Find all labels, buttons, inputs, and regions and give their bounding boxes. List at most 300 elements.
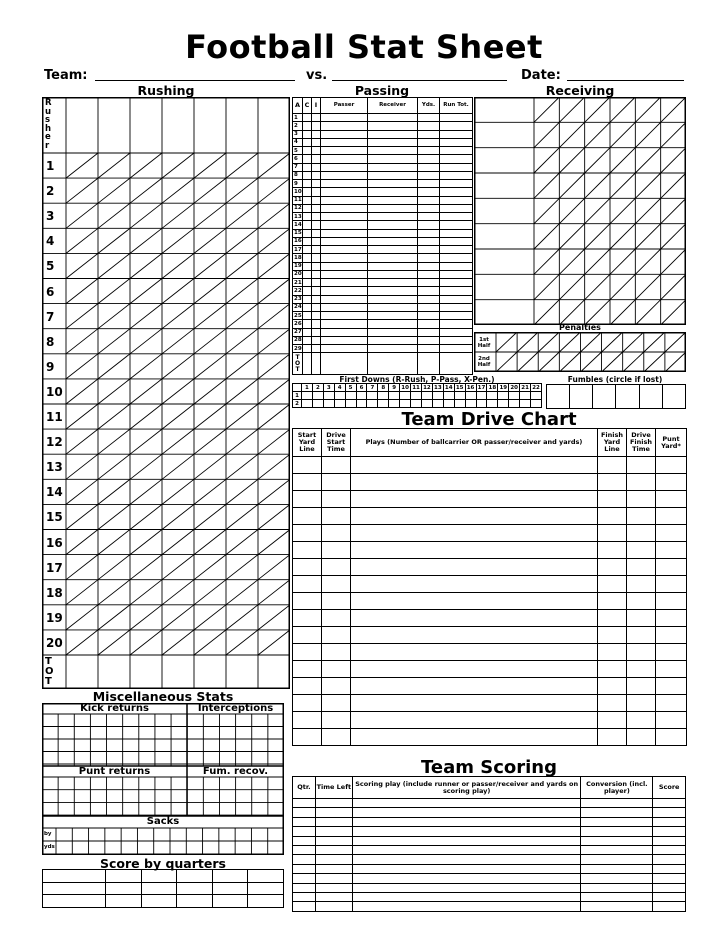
scoring-cell[interactable] <box>352 799 581 808</box>
first-downs-cell[interactable] <box>323 392 334 400</box>
passing-cell[interactable] <box>418 336 440 344</box>
passing-cell[interactable] <box>321 147 368 155</box>
drive-cell[interactable] <box>322 474 351 491</box>
passing-cell[interactable] <box>418 147 440 155</box>
passing-cell[interactable] <box>368 155 418 163</box>
passing-cell[interactable] <box>440 237 473 245</box>
first-downs-cell[interactable] <box>520 400 531 408</box>
first-downs-cell[interactable] <box>312 400 323 408</box>
passing-cell[interactable] <box>368 303 418 311</box>
drive-cell[interactable] <box>656 712 687 729</box>
passing-cell[interactable] <box>312 147 321 155</box>
first-downs-cell[interactable] <box>443 392 454 400</box>
passing-cell[interactable] <box>440 130 473 138</box>
passing-cell[interactable] <box>303 303 312 311</box>
passing-cell[interactable] <box>368 320 418 328</box>
passing-cell[interactable] <box>368 328 418 336</box>
first-downs-cell[interactable] <box>411 400 422 408</box>
drive-cell[interactable] <box>293 457 322 474</box>
passing-cell[interactable] <box>418 130 440 138</box>
first-downs-cell[interactable] <box>454 392 465 400</box>
scoring-cell[interactable] <box>653 874 686 883</box>
scoring-cell[interactable] <box>653 845 686 854</box>
first-downs-cell[interactable] <box>312 392 323 400</box>
drive-cell[interactable] <box>656 678 687 695</box>
passing-total-cell[interactable] <box>418 353 440 375</box>
drive-cell[interactable] <box>627 593 656 610</box>
score-by-quarters-cell[interactable] <box>106 870 142 883</box>
drive-cell[interactable] <box>627 508 656 525</box>
score-by-quarters-cell[interactable] <box>177 882 213 895</box>
scoring-cell[interactable] <box>315 874 352 883</box>
passing-cell[interactable] <box>321 262 368 270</box>
drive-cell[interactable] <box>351 712 598 729</box>
scoring-cell[interactable] <box>581 827 653 836</box>
passing-cell[interactable] <box>312 345 321 353</box>
passing-cell[interactable] <box>418 237 440 245</box>
drive-cell[interactable] <box>627 695 656 712</box>
passing-cell[interactable] <box>418 138 440 146</box>
drive-cell[interactable] <box>598 627 627 644</box>
scoring-cell[interactable] <box>315 808 352 817</box>
passing-cell[interactable] <box>312 279 321 287</box>
drive-cell[interactable] <box>351 729 598 746</box>
passing-cell[interactable] <box>440 320 473 328</box>
first-downs-cell[interactable] <box>531 400 542 408</box>
passing-cell[interactable] <box>418 171 440 179</box>
score-by-quarters-cell[interactable] <box>141 882 177 895</box>
first-downs-cell[interactable] <box>400 392 411 400</box>
first-downs-cell[interactable] <box>334 392 345 400</box>
passing-cell[interactable] <box>303 336 312 344</box>
drive-cell[interactable] <box>627 712 656 729</box>
drive-cell[interactable] <box>627 576 656 593</box>
passing-cell[interactable] <box>321 328 368 336</box>
passing-cell[interactable] <box>321 254 368 262</box>
passing-cell[interactable] <box>312 138 321 146</box>
passing-cell[interactable] <box>418 122 440 130</box>
drive-cell[interactable] <box>627 610 656 627</box>
drive-cell[interactable] <box>293 576 322 593</box>
passing-cell[interactable] <box>368 336 418 344</box>
passing-cell[interactable] <box>440 303 473 311</box>
score-by-quarters-cell[interactable] <box>212 882 248 895</box>
drive-cell[interactable] <box>598 729 627 746</box>
passing-cell[interactable] <box>321 336 368 344</box>
passing-cell[interactable] <box>440 221 473 229</box>
scoring-cell[interactable] <box>581 845 653 854</box>
first-downs-cell[interactable] <box>389 392 400 400</box>
passing-cell[interactable] <box>312 130 321 138</box>
passing-cell[interactable] <box>312 312 321 320</box>
passing-cell[interactable] <box>321 213 368 221</box>
first-downs-cell[interactable] <box>487 392 498 400</box>
drive-cell[interactable] <box>351 525 598 542</box>
drive-cell[interactable] <box>598 559 627 576</box>
drive-cell[interactable] <box>598 491 627 508</box>
passing-cell[interactable] <box>321 221 368 229</box>
passing-cell[interactable] <box>368 229 418 237</box>
score-by-quarters-cell[interactable] <box>141 870 177 883</box>
scoring-cell[interactable] <box>653 864 686 873</box>
drive-cell[interactable] <box>351 627 598 644</box>
drive-cell[interactable] <box>656 644 687 661</box>
passing-cell[interactable] <box>321 287 368 295</box>
first-downs-cell[interactable] <box>509 392 520 400</box>
drive-cell[interactable] <box>598 678 627 695</box>
first-downs-cell[interactable] <box>400 400 411 408</box>
scoring-cell[interactable] <box>653 827 686 836</box>
scoring-cell[interactable] <box>293 799 316 808</box>
passing-cell[interactable] <box>368 287 418 295</box>
drive-cell[interactable] <box>293 678 322 695</box>
passing-cell[interactable] <box>312 328 321 336</box>
scoring-cell[interactable] <box>352 864 581 873</box>
scoring-cell[interactable] <box>581 836 653 845</box>
passing-cell[interactable] <box>418 328 440 336</box>
drive-cell[interactable] <box>656 593 687 610</box>
passing-cell[interactable] <box>321 130 368 138</box>
passing-cell[interactable] <box>368 254 418 262</box>
passing-cell[interactable] <box>418 295 440 303</box>
scoring-cell[interactable] <box>581 799 653 808</box>
passing-cell[interactable] <box>368 138 418 146</box>
drive-cell[interactable] <box>351 457 598 474</box>
drive-cell[interactable] <box>293 729 322 746</box>
passing-cell[interactable] <box>418 155 440 163</box>
drive-cell[interactable] <box>627 729 656 746</box>
scoring-cell[interactable] <box>352 874 581 883</box>
drive-cell[interactable] <box>322 661 351 678</box>
first-downs-cell[interactable] <box>334 400 345 408</box>
drive-cell[interactable] <box>351 508 598 525</box>
drive-cell[interactable] <box>656 525 687 542</box>
drive-cell[interactable] <box>293 661 322 678</box>
first-downs-cell[interactable] <box>487 400 498 408</box>
passing-cell[interactable] <box>303 295 312 303</box>
drive-cell[interactable] <box>322 491 351 508</box>
passing-cell[interactable] <box>321 270 368 278</box>
drive-cell[interactable] <box>598 712 627 729</box>
drive-cell[interactable] <box>627 525 656 542</box>
passing-cell[interactable] <box>440 155 473 163</box>
passing-cell[interactable] <box>368 114 418 122</box>
drive-cell[interactable] <box>656 457 687 474</box>
passing-cell[interactable] <box>312 237 321 245</box>
passing-cell[interactable] <box>440 114 473 122</box>
first-downs-cell[interactable] <box>454 400 465 408</box>
drive-cell[interactable] <box>598 457 627 474</box>
passing-cell[interactable] <box>303 204 312 212</box>
passing-cell[interactable] <box>321 295 368 303</box>
passing-cell[interactable] <box>303 180 312 188</box>
scoring-cell[interactable] <box>653 902 686 911</box>
score-by-quarters-cell[interactable] <box>106 882 142 895</box>
scoring-cell[interactable] <box>653 855 686 864</box>
passing-cell[interactable] <box>418 114 440 122</box>
passing-cell[interactable] <box>312 163 321 171</box>
passing-cell[interactable] <box>312 188 321 196</box>
drive-cell[interactable] <box>293 627 322 644</box>
passing-cell[interactable] <box>368 237 418 245</box>
first-downs-cell[interactable] <box>432 400 443 408</box>
passing-cell[interactable] <box>303 213 312 221</box>
drive-cell[interactable] <box>293 610 322 627</box>
passing-cell[interactable] <box>440 328 473 336</box>
passing-cell[interactable] <box>418 270 440 278</box>
passing-cell[interactable] <box>312 287 321 295</box>
passing-cell[interactable] <box>440 163 473 171</box>
passing-cell[interactable] <box>303 147 312 155</box>
passing-cell[interactable] <box>321 138 368 146</box>
passing-cell[interactable] <box>440 188 473 196</box>
drive-cell[interactable] <box>293 491 322 508</box>
drive-cell[interactable] <box>322 695 351 712</box>
drive-cell[interactable] <box>351 661 598 678</box>
drive-cell[interactable] <box>627 678 656 695</box>
first-downs-cell[interactable] <box>465 392 476 400</box>
drive-cell[interactable] <box>293 712 322 729</box>
drive-cell[interactable] <box>656 508 687 525</box>
scoring-cell[interactable] <box>581 855 653 864</box>
drive-cell[interactable] <box>293 542 322 559</box>
first-downs-cell[interactable] <box>476 400 487 408</box>
first-downs-cell[interactable] <box>421 400 432 408</box>
drive-cell[interactable] <box>322 644 351 661</box>
fumbles-cell[interactable] <box>547 385 570 409</box>
drive-cell[interactable] <box>598 474 627 491</box>
scoring-cell[interactable] <box>581 902 653 911</box>
passing-cell[interactable] <box>303 262 312 270</box>
passing-cell[interactable] <box>440 345 473 353</box>
passing-cell[interactable] <box>368 213 418 221</box>
scoring-cell[interactable] <box>315 817 352 826</box>
drive-cell[interactable] <box>322 678 351 695</box>
score-by-quarters-cell[interactable] <box>43 870 106 883</box>
passing-cell[interactable] <box>312 254 321 262</box>
drive-cell[interactable] <box>351 695 598 712</box>
passing-total-cell[interactable] <box>321 353 368 375</box>
score-by-quarters-cell[interactable] <box>141 895 177 908</box>
scoring-cell[interactable] <box>352 817 581 826</box>
passing-cell[interactable] <box>368 196 418 204</box>
scoring-cell[interactable] <box>293 902 316 911</box>
passing-cell[interactable] <box>321 303 368 311</box>
drive-cell[interactable] <box>351 593 598 610</box>
passing-cell[interactable] <box>440 262 473 270</box>
score-by-quarters-cell[interactable] <box>177 895 213 908</box>
passing-cell[interactable] <box>303 130 312 138</box>
drive-cell[interactable] <box>656 542 687 559</box>
passing-total-cell[interactable] <box>368 353 418 375</box>
drive-cell[interactable] <box>322 525 351 542</box>
scoring-cell[interactable] <box>653 817 686 826</box>
passing-cell[interactable] <box>303 270 312 278</box>
drive-cell[interactable] <box>322 712 351 729</box>
drive-cell[interactable] <box>598 593 627 610</box>
passing-cell[interactable] <box>368 279 418 287</box>
first-downs-cell[interactable] <box>509 400 520 408</box>
scoring-cell[interactable] <box>352 892 581 901</box>
score-by-quarters-cell[interactable] <box>248 882 284 895</box>
first-downs-cell[interactable] <box>378 392 389 400</box>
passing-cell[interactable] <box>440 229 473 237</box>
scoring-cell[interactable] <box>653 808 686 817</box>
passing-cell[interactable] <box>418 188 440 196</box>
passing-cell[interactable] <box>303 122 312 130</box>
drive-cell[interactable] <box>322 542 351 559</box>
passing-cell[interactable] <box>418 246 440 254</box>
passing-cell[interactable] <box>312 303 321 311</box>
drive-cell[interactable] <box>293 508 322 525</box>
passing-cell[interactable] <box>312 122 321 130</box>
passing-cell[interactable] <box>368 221 418 229</box>
passing-cell[interactable] <box>321 188 368 196</box>
score-by-quarters-cell[interactable] <box>106 895 142 908</box>
scoring-cell[interactable] <box>293 845 316 854</box>
passing-cell[interactable] <box>440 246 473 254</box>
first-downs-cell[interactable] <box>531 392 542 400</box>
first-downs-cell[interactable] <box>411 392 422 400</box>
passing-cell[interactable] <box>418 163 440 171</box>
passing-cell[interactable] <box>321 155 368 163</box>
score-by-quarters-cell[interactable] <box>43 895 106 908</box>
first-downs-cell[interactable] <box>389 400 400 408</box>
drive-cell[interactable] <box>351 491 598 508</box>
drive-cell[interactable] <box>656 610 687 627</box>
passing-cell[interactable] <box>303 196 312 204</box>
passing-cell[interactable] <box>418 345 440 353</box>
passing-cell[interactable] <box>312 114 321 122</box>
passing-cell[interactable] <box>418 221 440 229</box>
passing-cell[interactable] <box>368 295 418 303</box>
score-by-quarters-cell[interactable] <box>43 882 106 895</box>
scoring-cell[interactable] <box>352 827 581 836</box>
passing-cell[interactable] <box>368 147 418 155</box>
passing-cell[interactable] <box>303 312 312 320</box>
passing-cell[interactable] <box>312 246 321 254</box>
passing-cell[interactable] <box>418 303 440 311</box>
scoring-cell[interactable] <box>352 883 581 892</box>
scoring-cell[interactable] <box>581 808 653 817</box>
scoring-cell[interactable] <box>293 827 316 836</box>
passing-cell[interactable] <box>312 229 321 237</box>
drive-cell[interactable] <box>656 729 687 746</box>
passing-total-cell[interactable] <box>303 353 312 375</box>
first-downs-cell[interactable] <box>356 392 367 400</box>
first-downs-cell[interactable] <box>443 400 454 408</box>
scoring-cell[interactable] <box>315 855 352 864</box>
passing-cell[interactable] <box>440 180 473 188</box>
passing-cell[interactable] <box>321 171 368 179</box>
drive-cell[interactable] <box>293 644 322 661</box>
scoring-cell[interactable] <box>352 836 581 845</box>
passing-cell[interactable] <box>303 188 312 196</box>
passing-cell[interactable] <box>321 345 368 353</box>
drive-cell[interactable] <box>598 695 627 712</box>
passing-cell[interactable] <box>303 171 312 179</box>
scoring-cell[interactable] <box>293 883 316 892</box>
passing-cell[interactable] <box>303 221 312 229</box>
passing-cell[interactable] <box>368 270 418 278</box>
passing-cell[interactable] <box>440 336 473 344</box>
passing-cell[interactable] <box>418 287 440 295</box>
scoring-cell[interactable] <box>352 845 581 854</box>
first-downs-cell[interactable] <box>378 400 389 408</box>
passing-cell[interactable] <box>368 262 418 270</box>
drive-cell[interactable] <box>627 559 656 576</box>
fumbles-cell[interactable] <box>616 385 639 409</box>
scoring-cell[interactable] <box>653 883 686 892</box>
passing-cell[interactable] <box>440 279 473 287</box>
drive-cell[interactable] <box>293 593 322 610</box>
passing-cell[interactable] <box>418 204 440 212</box>
score-by-quarters-cell[interactable] <box>212 870 248 883</box>
date-field[interactable] <box>567 68 684 81</box>
first-downs-cell[interactable] <box>302 400 313 408</box>
drive-cell[interactable] <box>598 542 627 559</box>
first-downs-cell[interactable] <box>345 392 356 400</box>
first-downs-cell[interactable] <box>367 392 378 400</box>
scoring-cell[interactable] <box>352 855 581 864</box>
fumbles-cell[interactable] <box>639 385 662 409</box>
passing-cell[interactable] <box>368 163 418 171</box>
first-downs-cell[interactable] <box>421 392 432 400</box>
passing-cell[interactable] <box>418 262 440 270</box>
drive-cell[interactable] <box>656 627 687 644</box>
passing-cell[interactable] <box>418 180 440 188</box>
first-downs-cell[interactable] <box>323 400 334 408</box>
passing-cell[interactable] <box>440 295 473 303</box>
drive-cell[interactable] <box>322 593 351 610</box>
scoring-cell[interactable] <box>581 864 653 873</box>
drive-cell[interactable] <box>322 576 351 593</box>
drive-cell[interactable] <box>322 508 351 525</box>
drive-cell[interactable] <box>351 644 598 661</box>
first-downs-cell[interactable] <box>476 392 487 400</box>
scoring-cell[interactable] <box>315 827 352 836</box>
passing-cell[interactable] <box>303 328 312 336</box>
passing-cell[interactable] <box>368 130 418 138</box>
passing-cell[interactable] <box>440 213 473 221</box>
passing-cell[interactable] <box>440 254 473 262</box>
scoring-cell[interactable] <box>653 892 686 901</box>
scoring-cell[interactable] <box>352 902 581 911</box>
scoring-cell[interactable] <box>315 892 352 901</box>
fumbles-cell[interactable] <box>570 385 593 409</box>
drive-cell[interactable] <box>627 474 656 491</box>
drive-cell[interactable] <box>351 474 598 491</box>
drive-cell[interactable] <box>293 474 322 491</box>
scoring-cell[interactable] <box>653 836 686 845</box>
first-downs-cell[interactable] <box>498 400 509 408</box>
drive-cell[interactable] <box>598 576 627 593</box>
passing-cell[interactable] <box>368 345 418 353</box>
passing-cell[interactable] <box>303 287 312 295</box>
drive-cell[interactable] <box>293 559 322 576</box>
passing-cell[interactable] <box>418 229 440 237</box>
passing-cell[interactable] <box>312 180 321 188</box>
scoring-cell[interactable] <box>653 799 686 808</box>
passing-cell[interactable] <box>321 196 368 204</box>
scoring-cell[interactable] <box>352 808 581 817</box>
passing-cell[interactable] <box>418 320 440 328</box>
scoring-cell[interactable] <box>315 902 352 911</box>
passing-cell[interactable] <box>303 320 312 328</box>
drive-cell[interactable] <box>351 610 598 627</box>
passing-cell[interactable] <box>418 196 440 204</box>
drive-cell[interactable] <box>598 508 627 525</box>
